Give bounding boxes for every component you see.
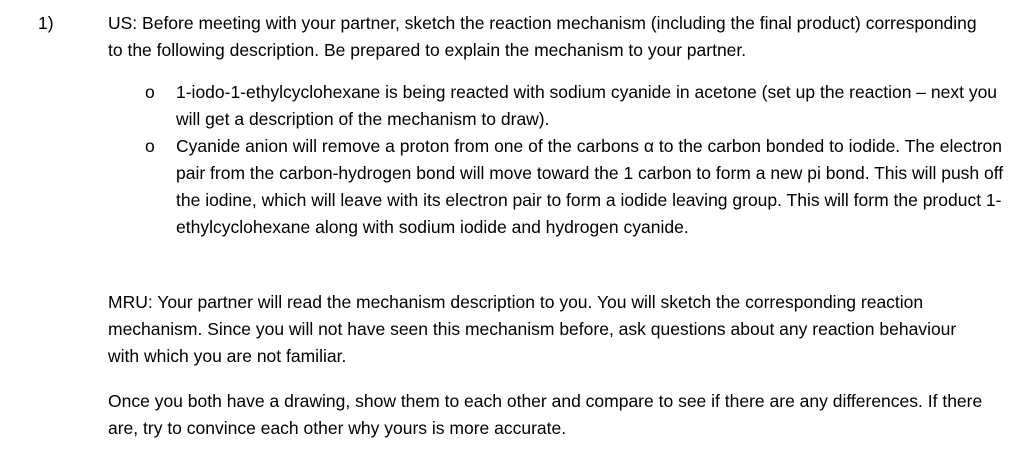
- bullet-text: 1-iodo-1-ethylcyclohexane is being reacted with sodium cyanide in acetone (set up the reaction – next you will get a description of the mechanism to draw).: [176, 82, 998, 129]
- us-instructions: US: Before meeting with your partner, sketch the reaction mechanism (including the final product) corresponding to the following description. Be prepared to explain the mechanism to your partner.: [108, 13, 977, 60]
- mechanism-bullet-list: [145, 79, 1005, 241]
- bullet-item-mechanism-description: [145, 133, 1005, 241]
- question-number: 1): [38, 13, 54, 33]
- mru-instructions: MRU: Your partner will read the mechanism description to you. You will sketch the corresponding reaction mechanism. Since you will not have seen this mechanism before, ask questions about any reaction behaviour with which you are not familiar.: [108, 292, 957, 366]
- bullet-item-reaction-setup: [145, 79, 1005, 133]
- closing-instructions: Once you both have a drawing, show them to each other and compare to see if there are any differences. If there are, try to convince each other why yours is more accurate.: [108, 391, 983, 438]
- bullet-text: Cyanide anion will remove a proton from one of the carbons α to the carbon bonded to iodide. The electron pair from the carbon-hydrogen bond will move toward the 1 carbon to form a new pi bond. This will push off the iodine, which will leave with its electron pair to form a iodide leaving group. This will form the product 1-ethylcyclohexane along with sodium iodide and hydrogen cyanide.: [176, 136, 1004, 237]
- bullet-marker: o: [145, 136, 155, 156]
- bullet-marker: o: [145, 82, 155, 102]
